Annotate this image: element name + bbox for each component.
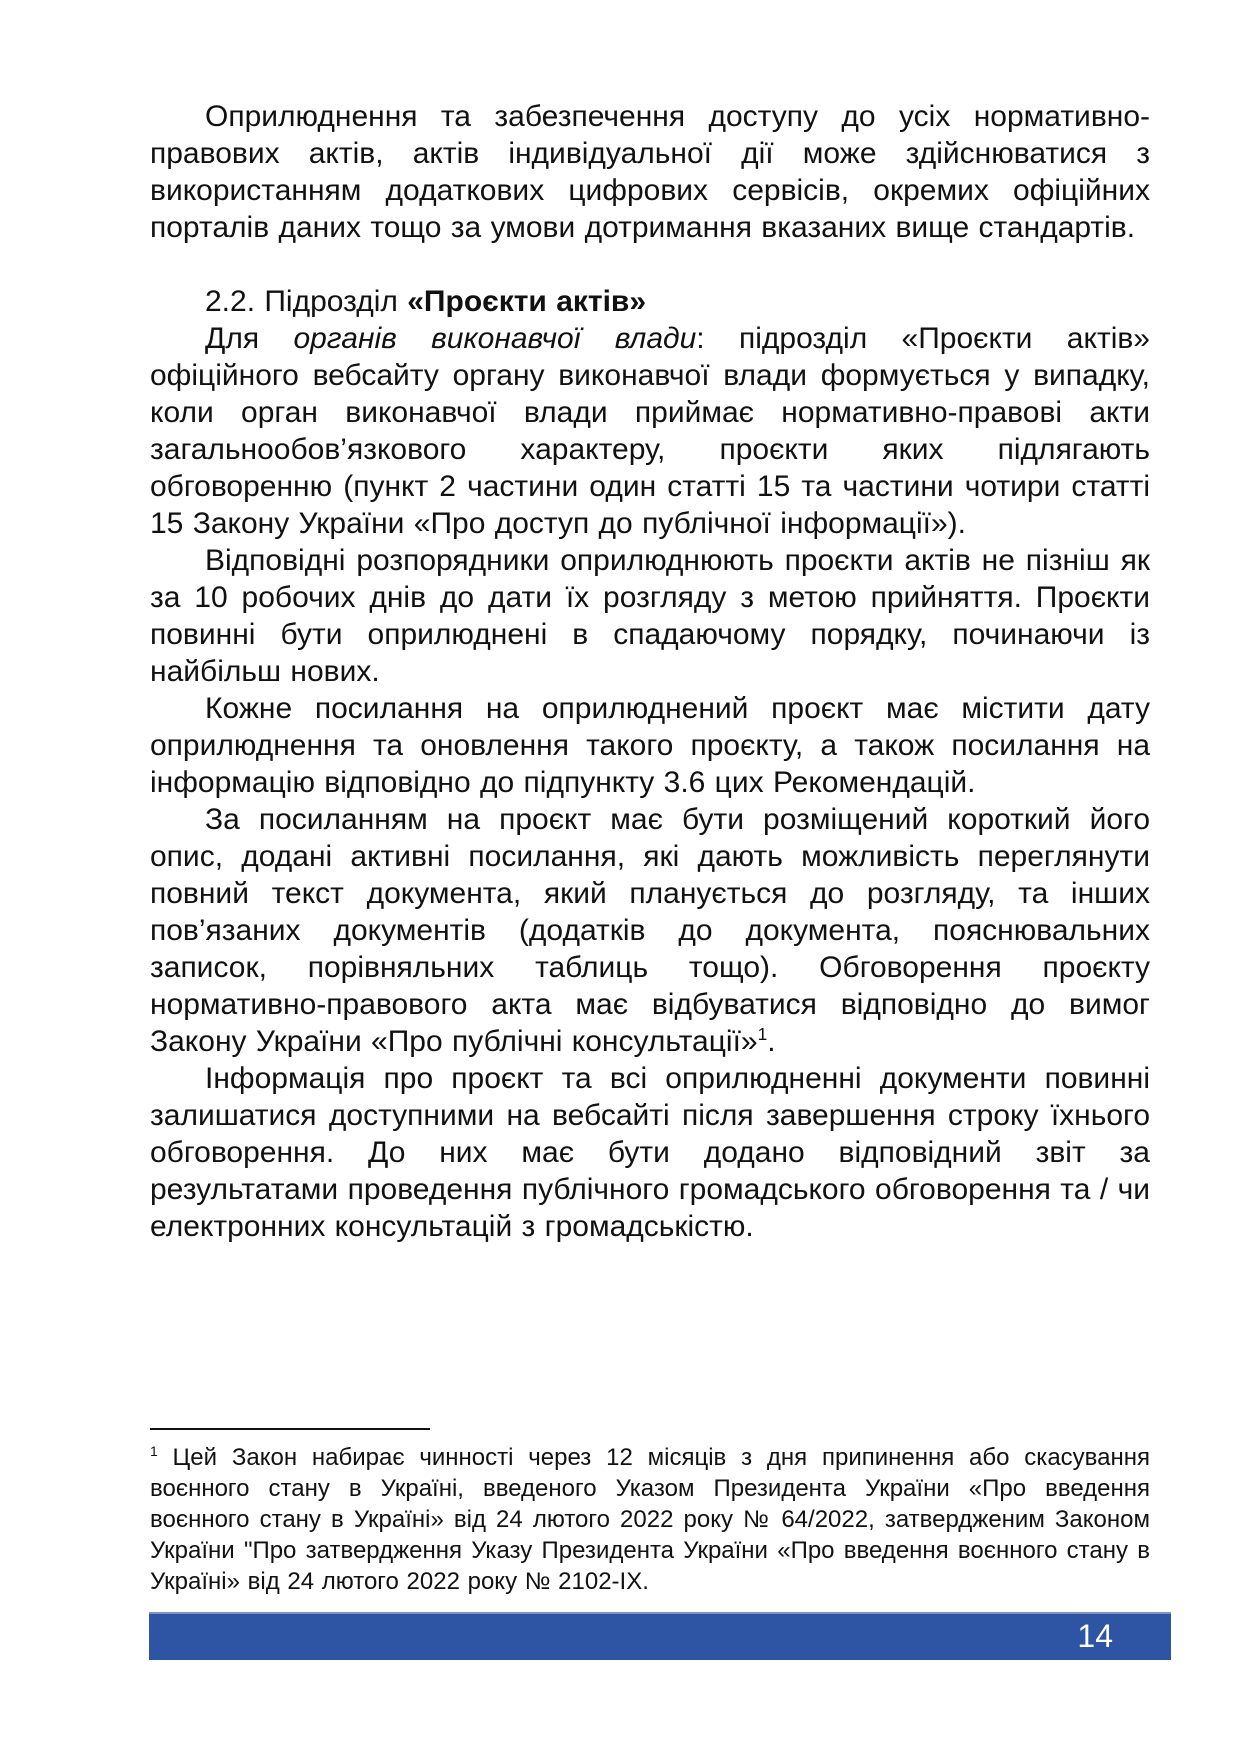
- paragraph-availability-after-discussion: Інформація про проєкт та всі оприлюдненні документи повинні залишатися доступними на вебсайті після завершення строку їхнього обговорення. До них має бути додано відповідний звіт за результатами проведення публічного громадського обговорення та / чи електронних консультацій з громадськістю.: [150, 1062, 1150, 1243]
- section-heading-2-2: 2.2. Підрозділ «Проєкти актів»: [205, 285, 647, 318]
- body-text: [150, 98, 1150, 1245]
- footnote-block: [150, 1428, 1150, 1597]
- page-number: 14: [1077, 1617, 1113, 1654]
- paragraph-executive-bodies: Для органів виконавчої влади: підрозділ «Проєкти актів» офіційного вебсайту органу виконавчої влади формується у випадку, коли орган виконавчої влади приймає нормативно-правові акти загальнообов’язкового характеру, проєкти яких підлягають обговоренню (пункт 2 частини один статті 15 та частини чотири статті 15 Закону України «Про доступ до публічної інформації»).: [150, 322, 1150, 540]
- page-footer-bar: [149, 1612, 1171, 1660]
- footnote-text: $^1$ Цей Закон набирає чинності через 12 місяців з дня припинення або скасування воєнного стану в Україні, введеного Указом Президента України «Про введення воєнного стану в Україні» від 24 лютого 2022 року № 64/2022, затвердженим Законом України "Про затвердження Указу Президента України «Про введення воєнного стану в Україні» від 24 лютого 2022 року № 2102-IX.: [150, 1443, 1150, 1595]
- paragraph-publication-deadline: Відповідні розпорядники оприлюднюють проєкти актів не пізніш як за 10 робочих днів до дати їх розгляду з метою прийняття. Проєкти повинні бути оприлюднені в спадаючому порядку, починаючи із найбільш нових.: [150, 544, 1150, 688]
- paragraph-publishing-access: Оприлюднення та забезпечення доступу до усіх нормативно-правових актів, актів індивідуальної дії може здійснюватися з використанням додаткових цифрових сервісів, окремих офіційних порталів даних тощо за умови дотримання вказаних вище стандартів.: [150, 100, 1150, 244]
- paragraph-link-requirements: Кожне посилання на оприлюднений проєкт має містити дату оприлюднення та оновлення такого проєкту, а також посилання на інформацію відповідно до підпункту 3.6 цих Рекомендацій.: [150, 692, 1150, 799]
- footnote-separator: [150, 1428, 430, 1430]
- paragraph-draft-description: За посиланням на проєкт має бути розміщений короткий його опис, додані активні посилання, які дають можливість переглянути повний текст документа, який планується до розгляду, та інших пов’язаних документів (додатків до документа, пояснювальних записок, порівняльних таблиць тощо). Обговорення проєкту нормативно-правового акта має відбуватися відповідно до вимог Закону України «Про публічні консультації»$^1$.: [150, 803, 1150, 1058]
